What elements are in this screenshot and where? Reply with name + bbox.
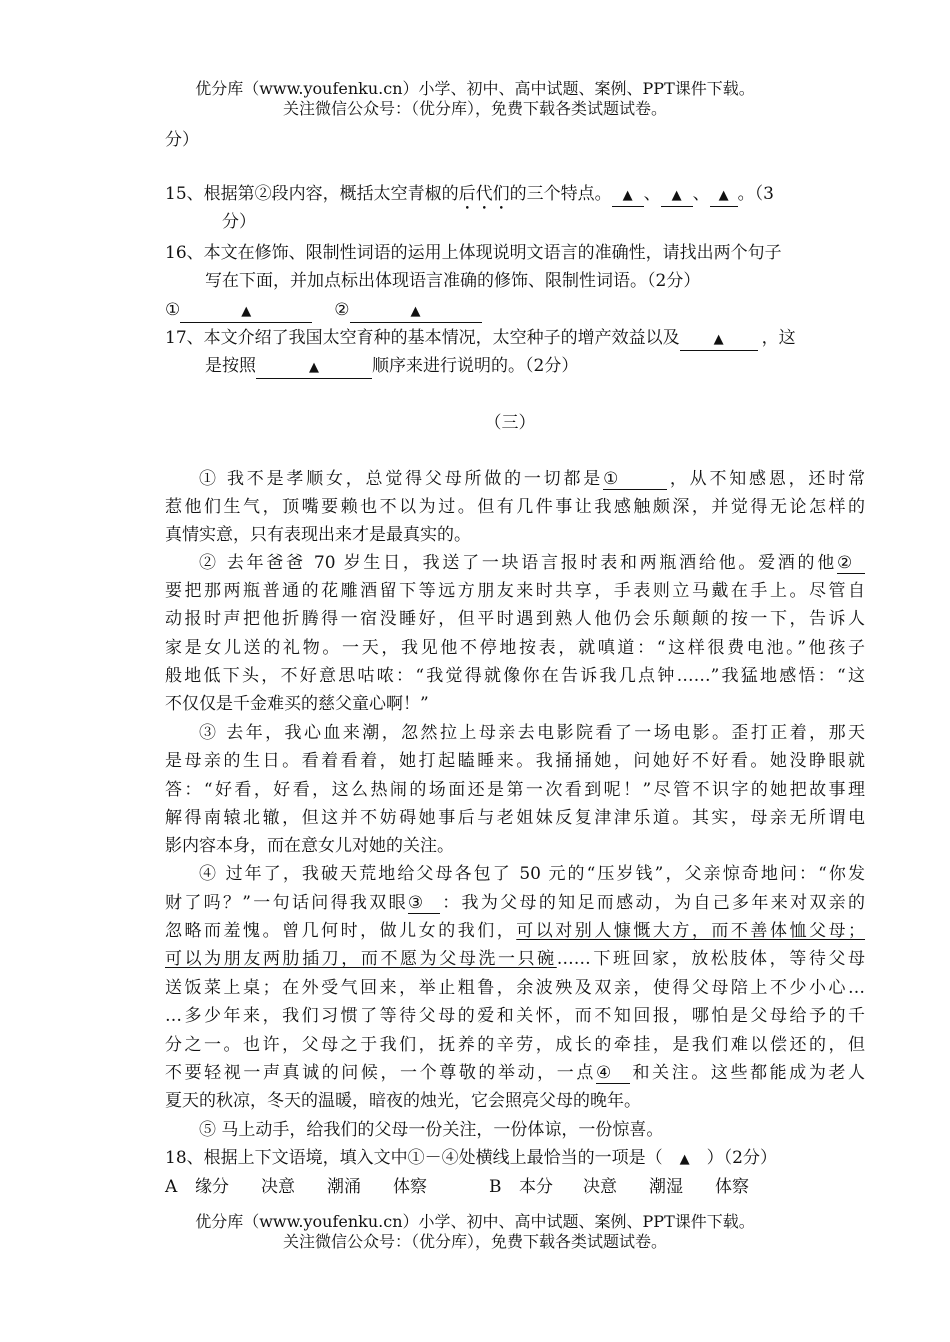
passage-line: 财了吗？”一句话问得我双眼③ ：我为父母的知足而感动，为自己多年来对双亲的 bbox=[165, 893, 865, 913]
passage-line: 分之一。也许，父母之于我们，抚养的辛劳，成长的牵挂，是我们难以偿还的，但 bbox=[165, 1035, 865, 1055]
header-line-2: 关注微信公众号：（优分库），免费下载各类试题试卷。 bbox=[282, 99, 667, 118]
option-letter[interactable]: B bbox=[489, 1177, 502, 1197]
question-16-answers: ① ▲ ② ▲ bbox=[165, 298, 865, 323]
passage-line: 惹他们生气，顶嘴要赖也不以为过。但有几件事让我感触颇深，并觉得无论怎样的 bbox=[165, 497, 865, 517]
answer-blank[interactable]: ▲ bbox=[256, 356, 372, 379]
passage-line: 影内容本身，而在意女儿对她的关注。 bbox=[165, 836, 454, 856]
question-18: 18、根据上下文语境，填入文中①－④处横线上最恰当的一项是（ ▲ ）（2分） bbox=[165, 1146, 865, 1172]
passage-line: 是母亲的生日。看着看着，她打起瞌睡来。我捅捅她，问她好不好看。她没睁眼就 bbox=[165, 751, 865, 771]
passage-line: 忽略而羞愧。曾几何时，做儿女的我们，可以对别人慷慨大方，而不善体恤父母； bbox=[165, 921, 866, 941]
answer-blank[interactable]: ▲ bbox=[661, 184, 693, 207]
passage-line: 夏天的秋凉，冬天的温暖，暗夜的烛光，它会照亮父母的晚年。 bbox=[165, 1091, 641, 1111]
option-letter[interactable]: A bbox=[165, 1177, 178, 1197]
passage-line: ② 去年爸爸 70 岁生日，我送了一块语言报时表和两瓶酒给他。爱酒的他② bbox=[199, 551, 865, 575]
header-line-1: 优分库（www.youfenku.cn）小学、初中、高中试题、案例、PPT课件下载。 bbox=[195, 79, 755, 98]
passage-line: ③ 去年，我心血来潮，忽然拉上母亲去电影院看了一场电影。歪打正着，那天 bbox=[199, 723, 865, 743]
footer-line-1: 优分库（www.youfenku.cn）小学、初中、高中试题、案例、PPT课件下载。 bbox=[195, 1212, 755, 1231]
answer-blank[interactable]: ▲ bbox=[710, 184, 738, 207]
footer-line-2: 关注微信公众号：（优分库），免费下载各类试题试卷。 bbox=[282, 1232, 667, 1251]
passage-line: ⑤ 马上动手，给我们的父母一份关注，一份体谅，一份惊喜。 bbox=[199, 1120, 664, 1140]
question-18-options: A 缘分 决意 潮涌 体察 B 本分 决意 潮湿 体察 bbox=[165, 1177, 749, 1197]
emphasis-dotted-text: 后代们 bbox=[458, 184, 510, 204]
answer-blank[interactable]: ▲ bbox=[350, 300, 482, 323]
answer-blank[interactable]: ▲ bbox=[680, 328, 758, 351]
passage-blank-2[interactable]: ② bbox=[837, 553, 865, 574]
question-15: 15、根据第②段内容，概括太空青椒的后代们的三个特点。 ▲ 、 ▲ 、 ▲ 。（3 bbox=[165, 182, 865, 214]
passage-line: 真情实意，只有表现出来才是最真实的。 bbox=[165, 525, 471, 545]
passage-line: 要把那两瓶普通的花雕酒留下等远方朋友来时共享，手表则立马戴在手上。尽管自 bbox=[165, 581, 865, 601]
passage-blank-3[interactable]: ③ bbox=[408, 893, 440, 914]
question-17-line-2: 是按照 ▲ 顺序来进行说明的。（2分） bbox=[205, 354, 865, 379]
passage-line: 可以为朋友两肋插刀，而不愿为父母洗一只碗……下班回家，放松肢体，等待父母 bbox=[165, 949, 866, 969]
answer-blank[interactable]: ▲ bbox=[612, 184, 644, 207]
answer-blank[interactable]: ▲ bbox=[180, 300, 312, 323]
passage-line: ④ 过年了，我破天荒地给父母各包了 50 元的“压岁钱”，父亲惊奇地问：“你发 bbox=[199, 864, 865, 884]
passage-line: 送饭菜上桌；在外受气回来，举止粗鲁，余波殃及双亲，使得父母陪上不少小心… bbox=[165, 978, 865, 998]
question-15-line-2: 分） bbox=[222, 212, 256, 232]
passage-blank-4[interactable]: ④ bbox=[596, 1063, 630, 1084]
passage-line: 动报时声把他折腾得一宿没睡好，但平时遇到熟人他仍会乐颠颠的按一下，告诉人 bbox=[165, 609, 865, 629]
passage-line: 不仅仅是千金难买的慈父童心啊！” bbox=[165, 694, 429, 714]
passage-line: ① 我不是孝顺女，总觉得父母所做的一切都是① ，从不知感恩，还时常 bbox=[199, 469, 866, 489]
question-17-line-1: 17、本文介绍了我国太空育种的基本情况，太空种子的增产效益以及 ▲ ，这 bbox=[165, 326, 865, 351]
passage-line: 答：“好看，好看，这么热闹的场面还是第一次看到呢！”尽管不识字的她把故事理 bbox=[165, 780, 865, 800]
underlined-sentence: 可以对别人慷慨大方，而不善体恤父母； bbox=[516, 921, 866, 941]
passage-line: 般地低下头，不好意思咕哝：“我觉得就像你在告诉我几点钟……”我猛地感悟：“这 bbox=[165, 666, 865, 686]
passage-blank-1[interactable]: ① bbox=[603, 469, 667, 490]
question-16-line-1: 16、本文在修饰、限制性词语的运用上体现说明文语言的准确性，请找出两个句子 bbox=[165, 243, 782, 263]
passage-line: 不要轻视一声真诚的问候，一个尊敬的举动，一点④ 和关注。这些都能成为老人 bbox=[165, 1063, 866, 1083]
underlined-sentence: 可以为朋友两肋插刀，而不愿为父母洗一只碗 bbox=[165, 949, 557, 969]
prev-question-tail: 分） bbox=[165, 130, 199, 150]
passage-line: …多少年来，我们习惯了等待父母的爱和关怀，而不知回报，哪怕是父母给予的千 bbox=[165, 1006, 865, 1026]
section-title: （三） bbox=[484, 413, 536, 433]
passage-line: 家是女儿送的礼物。一天，我见他不停地按表，就嗔道：“这样很费电池。”他孩子 bbox=[165, 638, 865, 658]
question-16-line-2: 写在下面，并加点标出体现语言准确的修饰、限制性词语。（2分） bbox=[205, 271, 701, 291]
answer-slot[interactable]: ▲ bbox=[679, 1152, 690, 1167]
passage-line: 解得南辕北辙，但这并不妨碍她事后与老姐妹反复津津乐道。其实，母亲无所谓电 bbox=[165, 808, 865, 828]
